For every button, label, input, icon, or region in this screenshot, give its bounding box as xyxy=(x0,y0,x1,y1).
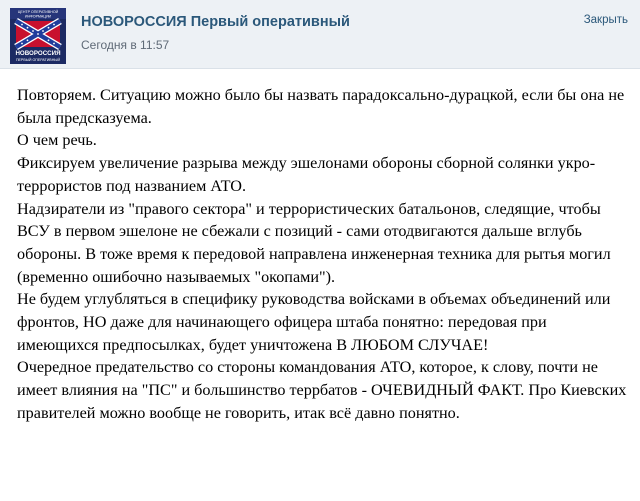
novorossiya-logo-icon xyxy=(10,8,66,64)
avatar-line-2: ИНФОРМАЦИИ xyxy=(24,14,52,19)
avatar-name: НОВОРОССИЯ xyxy=(15,50,61,57)
post-paragraph: Не будем углубляться в специфику руководства войсками в объемах объединений или фронтов, НО даже для начинающего офицера штаба понятно: передовая при имеющихся предпосылках, будет уничтожена В ЛЮБОМ СЛУЧАЕ! xyxy=(17,290,611,354)
avatar-line-1: ЦЕНТР ОПЕРАТИВНОЙ xyxy=(17,10,59,14)
post-paragraph: Повторяем. Ситуацию можно было бы назвать парадоксально-дурацкой, если бы она не была предсказуема. xyxy=(17,86,625,127)
avatar-subtitle: ПЕРВЫЙ ОПЕРАТИВНЫЙ xyxy=(15,58,61,62)
post-paragraph: О чем речь. xyxy=(17,131,97,150)
post-paragraph: Фиксируем увеличение разрыва между эшелонами обороны сборной солянки укро-террористов под названием АТО. xyxy=(17,154,596,195)
post-header xyxy=(0,0,640,69)
post-paragraph: Надзиратели из "правого сектора" и террористических батальонов, следящие, чтобы ВСУ в первом эшелоне не сбежали с позиций - сами отодвигаются дальше вглубь обороны. В тоже время к передовой направлена инженерная техника для рытья могил (временно ошибочно называемых "окопами"). xyxy=(17,199,611,286)
close-button[interactable]: Закрыть xyxy=(583,14,628,26)
post-timestamp[interactable]: Сегодня в 11:57 xyxy=(81,38,170,52)
post-paragraph: Очередное предательство со стороны командования АТО, которое, к слову, почти не имеет влияния на "ПС" и большинство террбатов - ОЧЕВИДНЫЙ ФАКТ. Про Киевских правителей можно вообще не говорить, итак всё давно понятно. xyxy=(17,358,627,422)
post-text xyxy=(17,84,629,425)
avatar[interactable] xyxy=(10,8,66,64)
post-author-title[interactable]: НОВОРОССИЯ Первый оперативный xyxy=(81,14,350,30)
